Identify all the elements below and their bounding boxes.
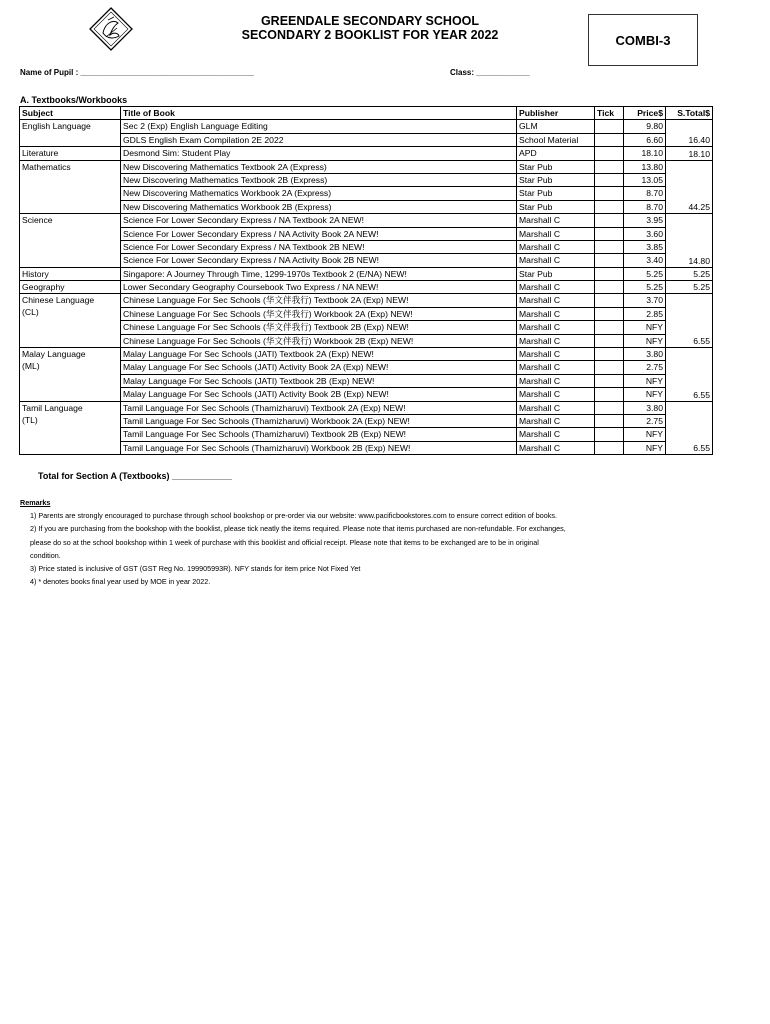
tick-box[interactable] xyxy=(595,173,624,186)
publisher-cell: Star Pub xyxy=(517,267,595,280)
remarks-block xyxy=(20,496,710,588)
book-title-cell: Malay Language For Sec Schools (JATI) Textbook 2A (Exp) NEW! xyxy=(121,348,517,361)
subject-cell xyxy=(20,294,121,348)
table-row xyxy=(20,374,713,387)
price-cell: NFY xyxy=(624,428,666,441)
price-cell: 8.70 xyxy=(624,187,666,200)
publisher-cell: Marshall C xyxy=(517,307,595,320)
tick-box[interactable] xyxy=(595,428,624,441)
combi-box: COMBI-3 xyxy=(588,14,698,66)
tick-box[interactable] xyxy=(595,401,624,414)
tick-box[interactable] xyxy=(595,133,624,146)
col-tick: Tick xyxy=(595,107,624,120)
publisher-cell: Marshall C xyxy=(517,281,595,294)
section-a-total: Total for Section A (Textbooks) ____________ xyxy=(38,471,233,481)
price-cell: 3.70 xyxy=(624,294,666,307)
table-row xyxy=(20,254,713,267)
section-a-heading: A. Textbooks/Workbooks xyxy=(20,95,128,105)
price-cell: 3.85 xyxy=(624,240,666,253)
publisher-cell: Marshall C xyxy=(517,388,595,401)
book-title-cell: Science For Lower Secondary Express / NA Textbook 2B NEW! xyxy=(121,240,517,253)
remark-item: 3) Price stated is inclusive of GST (GST Reg No. 199905993R). NFY stands for item price Not Fixed Yet xyxy=(30,564,361,574)
price-cell: 2.75 xyxy=(624,414,666,427)
remark-item: please do so at the school bookshop within 1 week of purchase with this booklist and official receipt. Please note that items to be exchanged are to be in original xyxy=(30,537,539,547)
table-row xyxy=(20,267,713,280)
table-row xyxy=(20,441,713,454)
publisher-cell: School Material xyxy=(517,133,595,146)
book-title-cell: New Discovering Mathematics Workbook 2B (Express) xyxy=(121,200,517,213)
book-title-cell: Science For Lower Secondary Express / NA Activity Book 2B NEW! xyxy=(121,254,517,267)
subject-label: Geography xyxy=(22,282,65,293)
class-field[interactable]: Class: ____________ xyxy=(450,68,530,77)
pupil-info-line xyxy=(20,68,740,77)
tick-box[interactable] xyxy=(595,388,624,401)
table-row xyxy=(20,388,713,401)
price-cell: NFY xyxy=(624,441,666,454)
publisher-cell: Marshall C xyxy=(517,441,595,454)
book-title-cell: Malay Language For Sec Schools (JATI) Textbook 2B (Exp) NEW! xyxy=(121,374,517,387)
publisher-cell: Marshall C xyxy=(517,214,595,227)
remark-item: 2) If you are purchasing from the bookshop with the booklist, please tick neatly the items required. Please note that items purchased are non-refundable. For exchanges, xyxy=(30,524,566,534)
tick-box[interactable] xyxy=(595,254,624,267)
booklist-title xyxy=(180,14,560,42)
school-name: GREENDALE SECONDARY SCHOOL xyxy=(260,14,480,28)
price-cell: 9.80 xyxy=(624,120,666,133)
booklist-subtitle: SECONDARY 2 BOOKLIST FOR YEAR 2022 xyxy=(241,28,499,42)
price-cell: 2.75 xyxy=(624,361,666,374)
col-subtotal: S.Total$ xyxy=(666,107,713,120)
subtotal-cell: 6.55 xyxy=(666,348,713,402)
price-cell: 3.80 xyxy=(624,401,666,414)
publisher-cell: Marshall C xyxy=(517,240,595,253)
price-cell: 5.25 xyxy=(624,281,666,294)
publisher-cell: Marshall C xyxy=(517,348,595,361)
subtotal-cell: 6.55 xyxy=(666,401,713,455)
price-cell: NFY xyxy=(624,388,666,401)
book-title-cell: New Discovering Mathematics Textbook 2B (Express) xyxy=(121,173,517,186)
table-row xyxy=(20,321,713,334)
tick-box[interactable] xyxy=(595,294,624,307)
price-cell: 13.05 xyxy=(624,173,666,186)
col-publisher: Publisher xyxy=(517,107,595,120)
book-title-cell: Malay Language For Sec Schools (JATI) Activity Book 2B (Exp) NEW! xyxy=(121,388,517,401)
publisher-cell: Marshall C xyxy=(517,361,595,374)
publisher-cell: Marshall C xyxy=(517,321,595,334)
table-row xyxy=(20,401,713,414)
tick-box[interactable] xyxy=(595,321,624,334)
subject-cell xyxy=(20,120,121,147)
subtotal-cell: 18.10 xyxy=(666,147,713,160)
subject-cell xyxy=(20,147,121,160)
col-title: Title of Book xyxy=(121,107,517,120)
subject-cell xyxy=(20,214,121,268)
subtotal-cell: 44.25 xyxy=(666,160,713,214)
booklist-table xyxy=(19,106,713,455)
tick-box[interactable] xyxy=(595,307,624,320)
price-cell: NFY xyxy=(624,321,666,334)
publisher-cell: Marshall C xyxy=(517,414,595,427)
publisher-cell: Marshall C xyxy=(517,401,595,414)
book-title-cell: Singapore: A Journey Through Time, 1299-1970s Textbook 2 (E/NA) NEW! xyxy=(121,267,517,280)
school-crest-logo xyxy=(88,6,134,52)
price-cell: 8.70 xyxy=(624,200,666,213)
publisher-cell: Marshall C xyxy=(517,294,595,307)
tick-box[interactable] xyxy=(595,147,624,160)
tick-box[interactable] xyxy=(595,374,624,387)
tick-box[interactable] xyxy=(595,441,624,454)
book-title-cell: Tamil Language For Sec Schools (Thamizharuvi) Textbook 2A (Exp) NEW! xyxy=(121,401,517,414)
subject-cell xyxy=(20,160,121,214)
subtotal-cell: 5.25 xyxy=(666,267,713,280)
table-row xyxy=(20,281,713,294)
subject-cell xyxy=(20,281,121,294)
tick-box[interactable] xyxy=(595,267,624,280)
subject-label: English Language xyxy=(22,121,91,132)
price-cell: 18.10 xyxy=(624,147,666,160)
table-row xyxy=(20,414,713,427)
table-row xyxy=(20,200,713,213)
book-title-cell: Tamil Language For Sec Schools (Thamizharuvi) Workbook 2B (Exp) NEW! xyxy=(121,441,517,454)
book-title-cell: New Discovering Mathematics Textbook 2A (Express) xyxy=(121,160,517,173)
price-cell: 3.95 xyxy=(624,214,666,227)
tick-box[interactable] xyxy=(595,281,624,294)
table-row xyxy=(20,160,713,173)
price-cell: NFY xyxy=(624,334,666,347)
publisher-cell: Marshall C xyxy=(517,227,595,240)
table-row xyxy=(20,361,713,374)
price-cell: 3.60 xyxy=(624,227,666,240)
table-row xyxy=(20,133,713,146)
price-cell: 13.80 xyxy=(624,160,666,173)
table-row xyxy=(20,214,713,227)
table-row xyxy=(20,187,713,200)
publisher-cell: Marshall C xyxy=(517,334,595,347)
publisher-cell: Star Pub xyxy=(517,173,595,186)
book-title-cell: Lower Secondary Geography Coursebook Two Express / NA NEW! xyxy=(121,281,517,294)
book-title-cell: Chinese Language For Sec Schools (华文伴我行) Workbook 2B (Exp) NEW! xyxy=(121,334,517,347)
tick-box[interactable] xyxy=(595,160,624,173)
tick-box[interactable] xyxy=(595,227,624,240)
subject-label: Mathematics xyxy=(22,161,71,172)
subject-label: Tamil Language xyxy=(22,402,83,413)
subject-label: (ML) xyxy=(22,361,40,372)
book-title-cell: Tamil Language For Sec Schools (Thamizharuvi) Workbook 2A (Exp) NEW! xyxy=(121,414,517,427)
tick-box[interactable] xyxy=(595,414,624,427)
subject-cell xyxy=(20,348,121,402)
book-title-cell: Science For Lower Secondary Express / NA Textbook 2A NEW! xyxy=(121,214,517,227)
publisher-cell: Star Pub xyxy=(517,187,595,200)
tick-box[interactable] xyxy=(595,348,624,361)
table-row xyxy=(20,147,713,160)
col-subject: Subject xyxy=(20,107,121,120)
subject-label: (TL) xyxy=(22,414,38,425)
subtotal-cell: 16.40 xyxy=(666,120,713,147)
subject-label: Chinese Language xyxy=(22,295,95,306)
tick-box[interactable] xyxy=(595,361,624,374)
subject-label: (CL) xyxy=(22,307,39,318)
table-row xyxy=(20,428,713,441)
remark-item: condition. xyxy=(30,550,61,560)
book-title-cell: Chinese Language For Sec Schools (华文伴我行) Textbook 2A (Exp) NEW! xyxy=(121,294,517,307)
subject-cell xyxy=(20,401,121,455)
remark-item: 4) * denotes books final year used by MOE in year 2022. xyxy=(30,577,211,587)
price-cell: 3.40 xyxy=(624,254,666,267)
subject-label: Science xyxy=(22,215,53,226)
tick-box[interactable] xyxy=(595,200,624,213)
tick-box[interactable] xyxy=(595,214,624,227)
subtotal-cell: 6.55 xyxy=(666,294,713,348)
book-title-cell: Tamil Language For Sec Schools (Thamizharuvi) Textbook 2B (Exp) NEW! xyxy=(121,428,517,441)
subject-cell xyxy=(20,267,121,280)
publisher-cell: Marshall C xyxy=(517,254,595,267)
publisher-cell: Star Pub xyxy=(517,160,595,173)
subject-label: Literature xyxy=(22,148,59,159)
table-row xyxy=(20,227,713,240)
price-cell: NFY xyxy=(624,374,666,387)
price-cell: 5.25 xyxy=(624,267,666,280)
pupil-name-field[interactable]: Name of Pupil : _______________________________________ xyxy=(20,68,254,77)
tick-box[interactable] xyxy=(595,120,624,133)
table-row xyxy=(20,294,713,307)
book-title-cell: Chinese Language For Sec Schools (华文伴我行) Workbook 2A (Exp) NEW! xyxy=(121,307,517,320)
table-row xyxy=(20,240,713,253)
subject-label: History xyxy=(22,268,49,279)
book-title-cell: GDLS English Exam Compilation 2E 2022 xyxy=(121,133,517,146)
publisher-cell: Star Pub xyxy=(517,200,595,213)
book-title-cell: New Discovering Mathematics Workbook 2A (Express) xyxy=(121,187,517,200)
table-row xyxy=(20,307,713,320)
publisher-cell: GLM xyxy=(517,120,595,133)
table-header-row xyxy=(20,107,713,120)
book-title-cell: Malay Language For Sec Schools (JATI) Activity Book 2A (Exp) NEW! xyxy=(121,361,517,374)
tick-box[interactable] xyxy=(595,334,624,347)
subtotal-cell: 14.80 xyxy=(666,214,713,268)
book-title-cell: Chinese Language For Sec Schools (华文伴我行) Textbook 2B (Exp) NEW! xyxy=(121,321,517,334)
price-cell: 2.85 xyxy=(624,307,666,320)
table-row xyxy=(20,173,713,186)
publisher-cell: Marshall C xyxy=(517,428,595,441)
col-price: Price$ xyxy=(624,107,666,120)
book-title-cell: Desmond Sim: Student Play xyxy=(121,147,517,160)
price-cell: 6.60 xyxy=(624,133,666,146)
table-row xyxy=(20,334,713,347)
remarks-heading: Remarks xyxy=(20,498,51,507)
book-title-cell: Science For Lower Secondary Express / NA Activity Book 2A NEW! xyxy=(121,227,517,240)
subtotal-cell: 5.25 xyxy=(666,281,713,294)
subject-label: Malay Language xyxy=(22,349,86,360)
tick-box[interactable] xyxy=(595,240,624,253)
publisher-cell: APD xyxy=(517,147,595,160)
tick-box[interactable] xyxy=(595,187,624,200)
book-title-cell: Sec 2 (Exp) English Language Editing xyxy=(121,120,517,133)
table-row xyxy=(20,348,713,361)
table-row xyxy=(20,120,713,133)
price-cell: 3.80 xyxy=(624,348,666,361)
remark-item: 1) Parents are strongly encouraged to purchase through school bookshop or pre-order via our website: www.pacificbookstores.com to ensure correct edition of books. xyxy=(30,511,557,521)
publisher-cell: Marshall C xyxy=(517,374,595,387)
